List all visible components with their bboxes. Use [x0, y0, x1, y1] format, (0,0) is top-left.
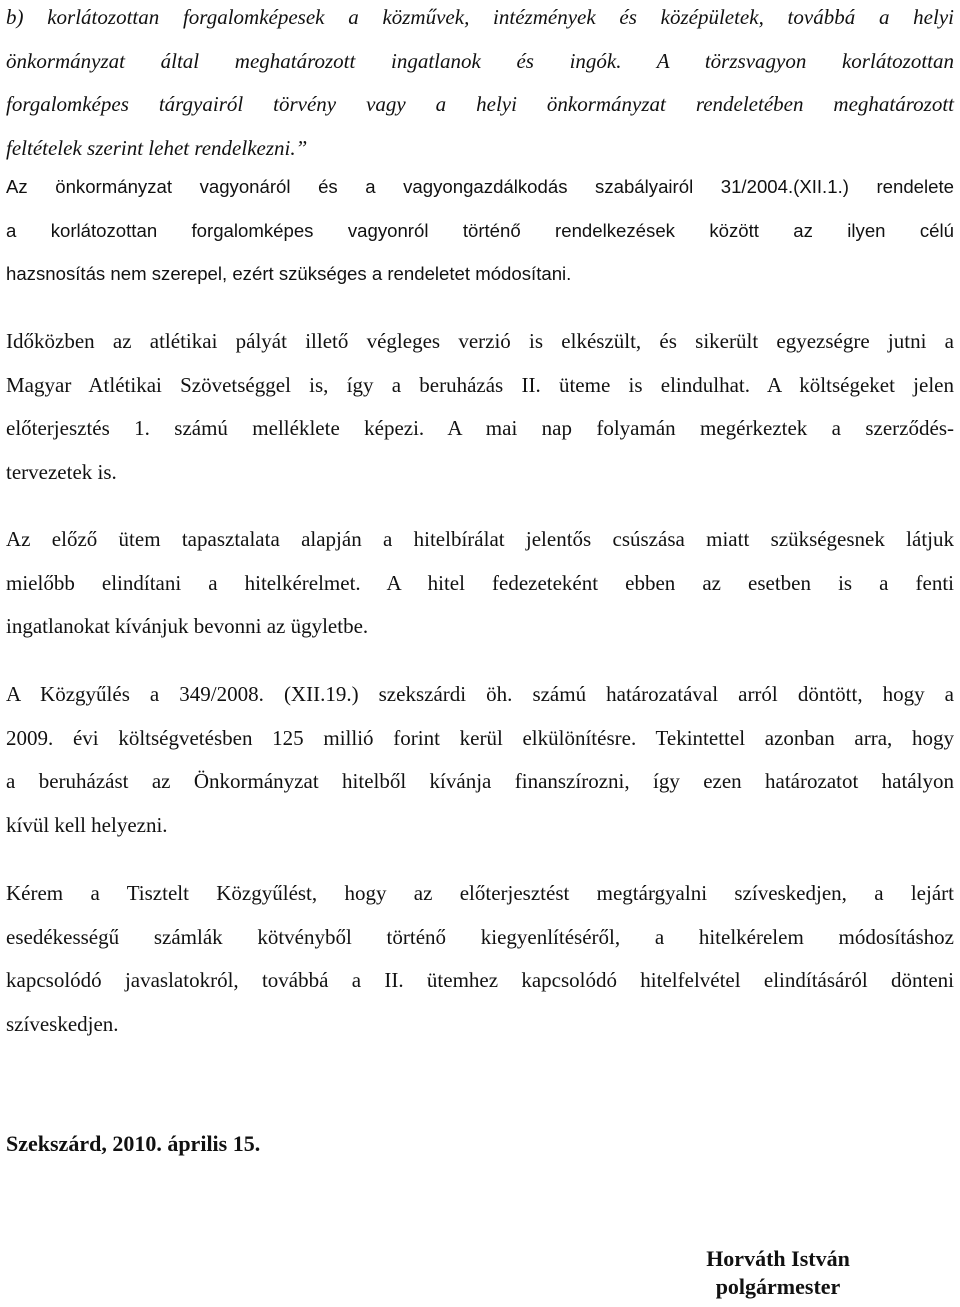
text-line: b) korlátozottan forgalomképesek a közművek, intézmények és középületek, továbbá a helyi [6, 5, 954, 29]
text-line: a beruházást az Önkormányzat hitelből kívánja finanszírozni, így ezen határozatot hatályon [6, 769, 954, 794]
text-line: kapcsolódó javaslatokról, továbbá a II. ütemhez kapcsolódó hitelfelvétel elindításáról dönteni [6, 968, 954, 993]
text-line: szíveskedjen. [6, 1011, 119, 1036]
text-line: Az előző ütem tapasztalata alapján a hitelbírálat jelentős csúszása miatt szükségesnek látjuk [6, 527, 954, 551]
text-line: előterjesztés 1. számú melléklete képezi. A mai nap folyamán megérkeztek a szerződés- [6, 416, 954, 441]
paragraph-rendelet [6, 165, 954, 296]
place-and-date: Szekszárd, 2010. április 15. [6, 1131, 261, 1156]
paragraph-korlatozottan-forgalomkepes [6, 0, 954, 170]
text-line: 2009. évi költségvetésben 125 millió forint kerül elkülönítésre. Tekintettel azonban arra, hogy [6, 725, 954, 750]
text-line: mielőbb elindítani a hitelkérelmet. A hitel fedezeteként ebben az esetben is a fenti [6, 570, 954, 595]
text-line: A Közgyűlés a 349/2008. (XII.19.) szekszárdi öh. számú határozatával arról döntött, hogy a [6, 682, 954, 706]
signature-block [660, 1245, 896, 1301]
paragraph-kozgyules-hatarozat [6, 673, 954, 847]
text-line: Az önkormányzat vagyonáról és a vagyongazdálkodás szabályairól 31/2004.(XII.1.) rendelete [6, 176, 954, 197]
text-line: tervezetek is. [6, 459, 117, 484]
text-line: Magyar Atlétikai Szövetséggel is, így a beruházás II. üteme is elindulhat. A költségeket jelen [6, 372, 954, 397]
text-line: önkormányzat által meghatározott ingatlanok és ingók. A törzsvagyon korlátozottan [6, 48, 954, 73]
text-line: forgalomképes tárgyairól törvény vagy a helyi önkormányzat rendeletében meghatározott [6, 92, 954, 117]
text-line: hazsnosítás nem szerepel, ezért szükséges a rendeletet módosítani. [6, 263, 572, 285]
text-line: ingatlanokat kívánjuk bevonni az ügyletbe. [6, 614, 369, 639]
text-line: esedékességű számlák kötvényből történő kiegyenlítéséről, a hitelkérelem módosításhoz [6, 924, 954, 949]
signatory-name: Horváth István [706, 1246, 850, 1271]
text-line: Időközben az atlétikai pályát illető végleges verzió is elkészült, és sikerült egyezségre jutni a [6, 329, 954, 353]
text-line: feltételek szerint lehet rendelkezni.” [6, 135, 308, 160]
text-line: a korlátozottan forgalomképes vagyonról történő rendelkezések között az ilyen célú [6, 219, 954, 241]
paragraph-kerem [6, 872, 954, 1046]
text-line: Kérem a Tisztelt Közgyűlést, hogy az előterjesztést megtárgyalni szíveskedjen, a lejárt [6, 881, 954, 905]
paragraph-hitelkerelem [6, 518, 954, 649]
text-line: kívül kell helyezni. [6, 812, 168, 837]
signatory-title: polgármester [715, 1274, 841, 1299]
paragraph-atletikai-palya [6, 320, 954, 494]
